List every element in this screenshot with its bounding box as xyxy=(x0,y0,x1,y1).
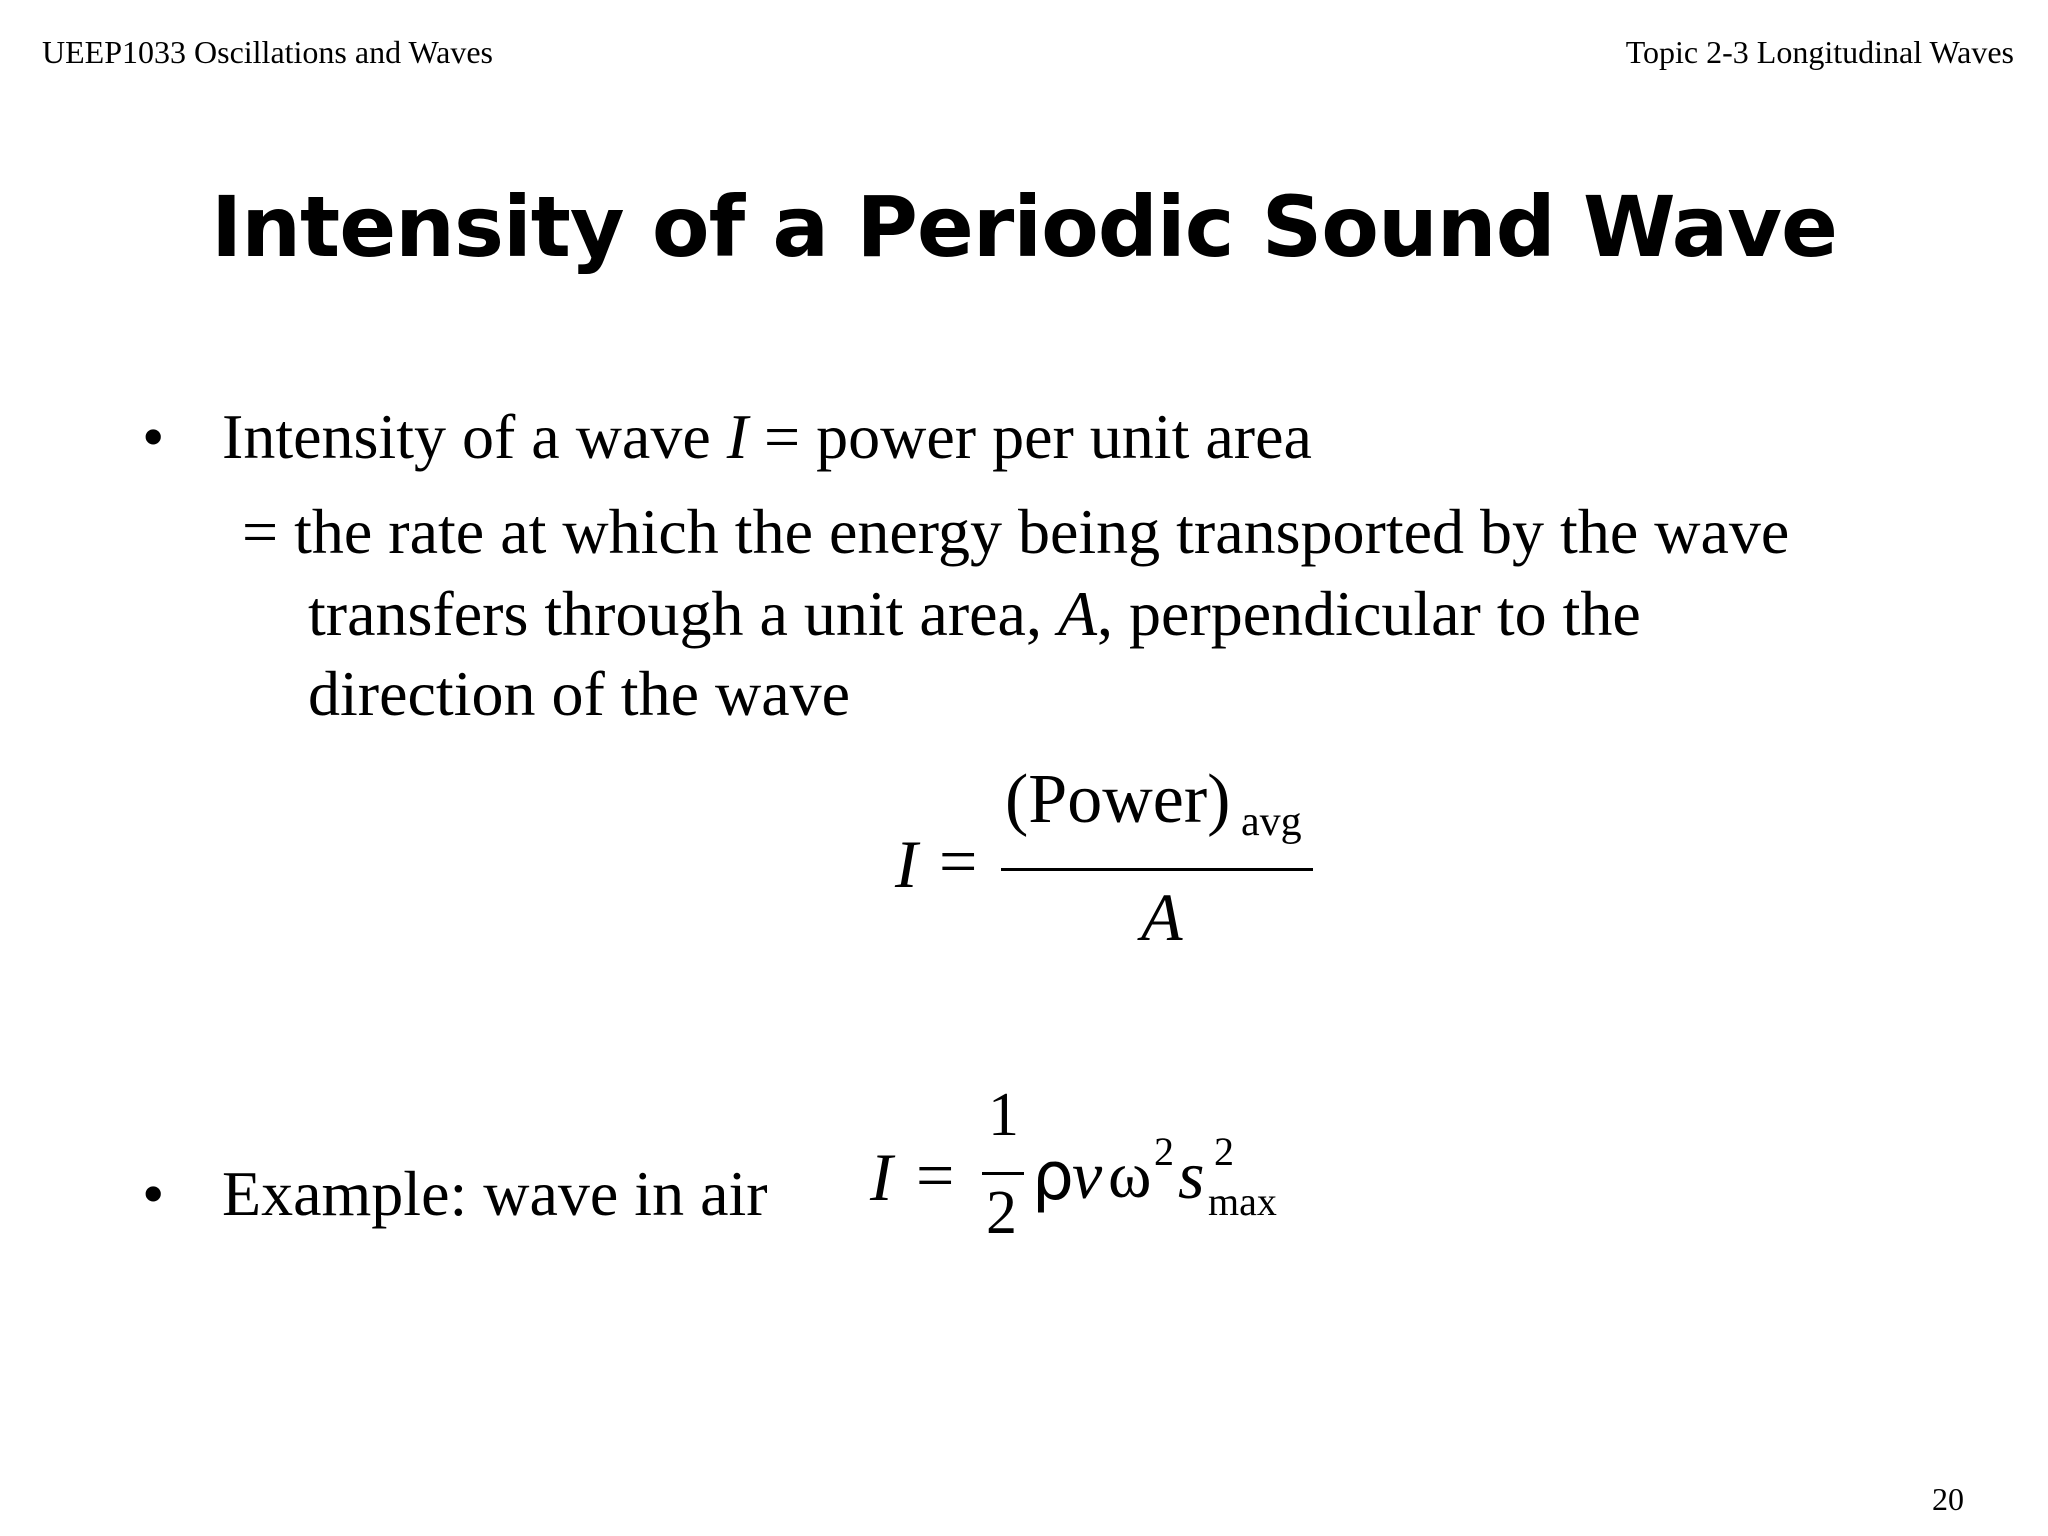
bullet-marker-1: • xyxy=(142,401,165,472)
eq1-subscript: avg xyxy=(1241,799,1302,845)
intensity-equation xyxy=(895,760,1325,960)
course-header: UEEP1033 Oscillations and Waves xyxy=(42,34,493,70)
definition-line-3: direction of the wave xyxy=(308,658,850,729)
bullet-1-suffix: = power per unit area xyxy=(748,401,1312,472)
intensity-var: I xyxy=(726,401,749,472)
area-var: A xyxy=(1057,578,1098,649)
bullet-1-prefix: Intensity of a wave xyxy=(222,401,727,472)
eq2-s-subscript: max xyxy=(1208,1179,1277,1224)
eq2-velocity: v xyxy=(1072,1137,1103,1213)
eq2-equals: = xyxy=(916,1137,955,1213)
eq2-frac-denominator: 2 xyxy=(986,1179,1017,1247)
eq1-denominator: A xyxy=(1141,879,1183,955)
definition-line-1: = the rate at which the energy being transported by the wave xyxy=(242,496,1790,567)
eq1-fraction-bar xyxy=(1001,868,1313,871)
topic-header: Topic 2-3 Longitudinal Waves xyxy=(1625,34,2014,70)
eq2-rho: ρ xyxy=(1032,1138,1074,1215)
eq2-fraction-bar xyxy=(982,1172,1024,1175)
page-number: 20 xyxy=(1932,1481,1964,1517)
slide-title: Intensity of a Periodic Sound Wave xyxy=(210,178,1838,276)
eq1-lhs: I xyxy=(895,826,918,902)
definition-line-2 xyxy=(308,577,1641,651)
eq2-displacement: s xyxy=(1178,1137,1205,1213)
eq2-omega-exponent: 2 xyxy=(1154,1129,1174,1174)
bullet-marker-2: • xyxy=(142,1158,165,1229)
eq2-lhs: I xyxy=(870,1139,893,1215)
definition-line-2-pre: transfers through a unit area, xyxy=(308,578,1058,649)
eq2-omega: ω xyxy=(1108,1139,1152,1212)
air-intensity-equation xyxy=(870,1080,1330,1280)
eq1-numerator: (Power) xyxy=(1005,761,1231,838)
eq2-s-exponent: 2 xyxy=(1214,1129,1234,1174)
bullet-1-text xyxy=(222,400,1312,474)
eq2-frac-numerator: 1 xyxy=(988,1081,1019,1149)
bullet-2-text: Example: wave in air xyxy=(222,1158,768,1229)
eq1-equals: = xyxy=(939,823,978,899)
definition-line-2-post: , perpendicular to the xyxy=(1097,578,1641,649)
